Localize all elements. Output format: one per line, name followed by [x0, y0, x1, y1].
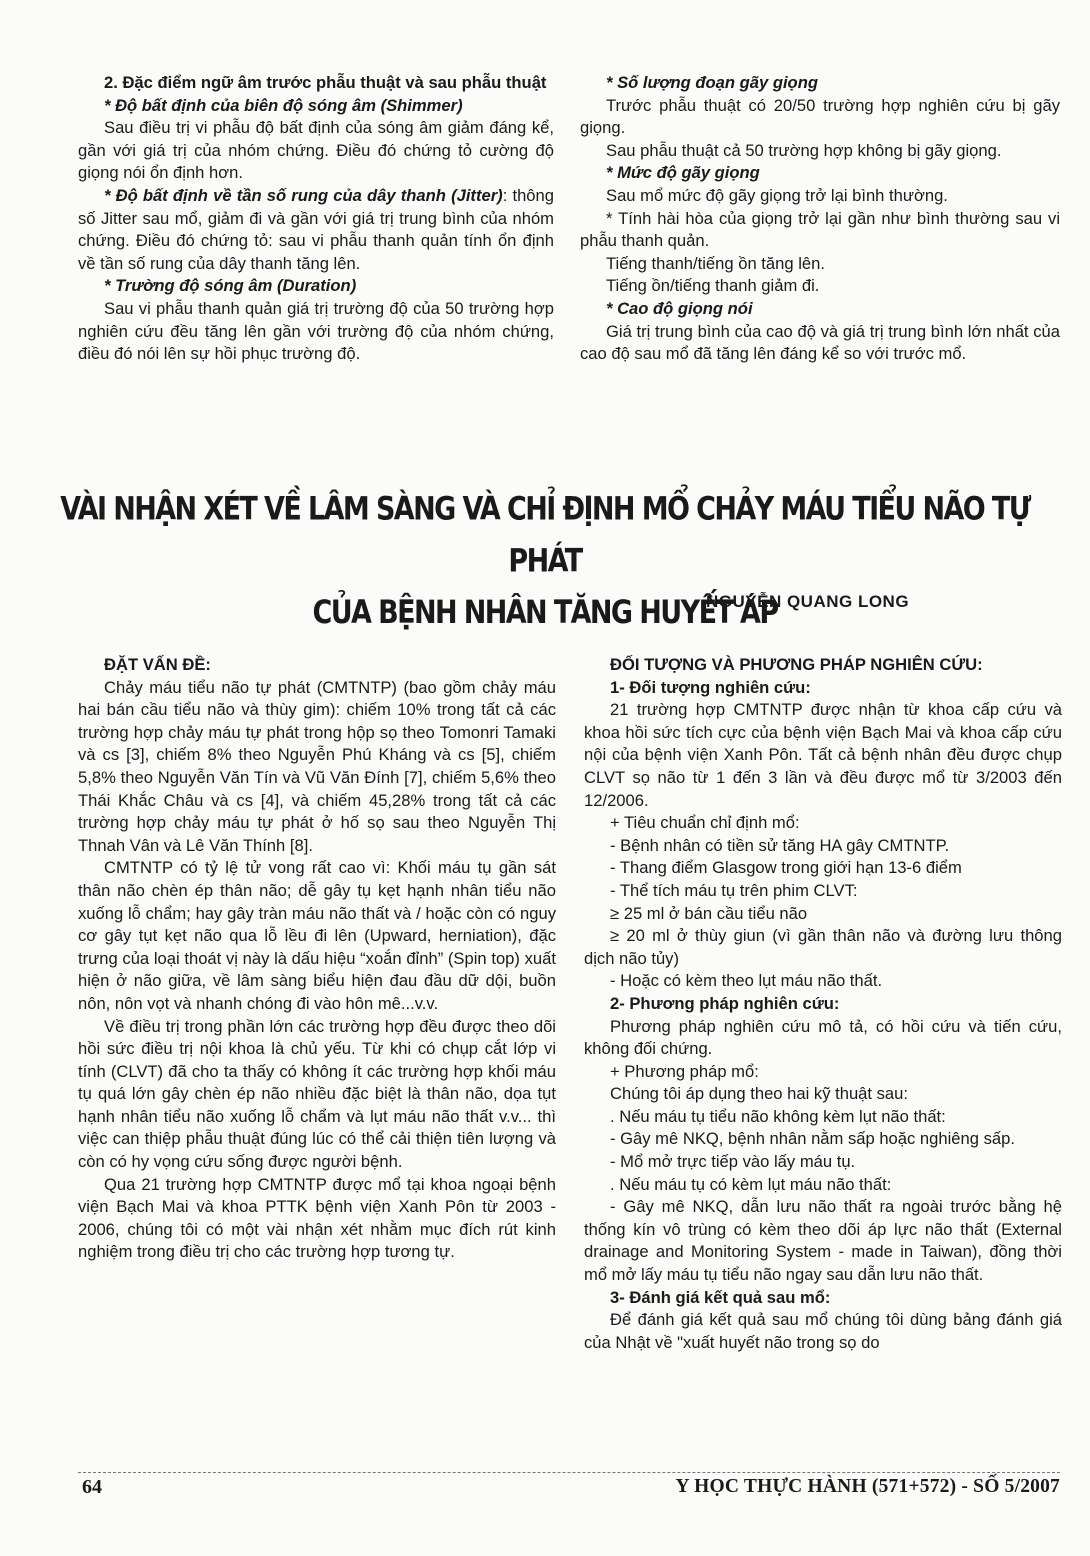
intro-p3: Về điều trị trong phần lớn các trường hợp đều được theo dõi hồi sức điều trị nội khoa là chủ yếu. Từ khi có chụp cắt lớp vi tính (CLVT) đã cho ta thấy có không ít các trường hợp khối máu tụ quá lớn gây chèn ép não nhiều đặc biệt là thân não, dọa tụt hạnh nhân tiểu não xuống lỗ chẩm và lụt máu não thất v.v... thì việc can thiệp phẫu thuật đúng lúc có thể cải thiện tiên lượng và còn có hy vọng cứu sống được người bệnh. [78, 1016, 556, 1172]
criteria-1: - Bệnh nhân có tiền sử tăng HA gây CMTNTP. [610, 835, 950, 855]
harmony-text: * Tính hài hòa của giọng trở lại gần như bình thường sau vi phẫu thanh quản. [580, 208, 1060, 251]
break-count-p2: Sau phẫu thuật cả 50 trường hợp không bị gãy giọng. [606, 140, 1002, 160]
methods-sub1: 1- Đối tượng nghiên cứu: [610, 677, 811, 697]
introduction-column [78, 654, 556, 1264]
method-5: . Nếu máu tụ có kèm lụt máu não thất: [610, 1174, 892, 1194]
duration-title: * Trường độ sóng âm (Duration) [104, 276, 357, 296]
criteria-6: - Hoặc có kèm theo lụt máu não thất. [610, 971, 883, 991]
criteria-4: ≥ 25 ml ở bán cầu tiểu não [610, 903, 808, 923]
method-1: Chúng tôi áp dụng theo hai kỹ thuật sau: [610, 1084, 908, 1104]
methods-sub3: 3- Đánh giá kết quả sau mổ: [610, 1287, 831, 1307]
method-2: . Nếu máu tụ tiểu não không kèm lụt não thất: [610, 1106, 946, 1126]
duration-text: Sau vi phẫu thanh quản giá trị trường độ của 50 trường hợp nghiên cứu đều tăng lên gần với trường độ của nhóm chứng, điều đó nói lên sự hồi phục trường độ. [78, 298, 554, 364]
footer-divider [78, 1472, 1060, 1473]
break-level-text: Sau mổ mức độ gãy giọng trở lại bình thường. [606, 185, 948, 205]
jitter-text: : thông số Jitter sau mổ, giảm đi và gần với giá trị trung bình của nhóm chứng. Điều đó chứng tỏ: sau vi phẫu thanh quản tính ổn định về tần số rung của dây thanh tăng lên. [78, 185, 554, 273]
methods-sub2: 2- Phương pháp nghiên cứu: [610, 993, 840, 1013]
pitch-text: Giá trị trung bình của cao độ và giá trị trung bình lớn nhất của cao độ sau mổ đã tăng lên đáng kể so với trước mổ. [580, 321, 1060, 364]
intro-heading: ĐẶT VẤN ĐỀ: [104, 655, 211, 674]
intro-p2: CMTNTP có tỷ lệ tử vong rất cao vì: Khối máu tụ gần sát thân não chèn ép thân não; dễ gây tụ kẹt hạnh nhân tiểu não xuống lỗ chẩm; hay gây tràn máu não thất và / hoặc còn có nguy cơ gây tụt kẹt não qua lỗ lều đi lên (Upward, herniation), đặc trưng của loại thoát vị này là dấu hiệu “xoắn đỉnh” (Spin top) xuất hiện ở não giữa, về lâm sàng biểu hiện đau đầu dữ dội, buồn nôn, nôn vọt và nhanh chóng đi vào hôn mê...v.v. [78, 858, 556, 1013]
article-title-line1: VÀI NHẬN XÉT VỀ LÂM SÀNG VÀ CHỈ ĐỊNH MỔ CHẢY MÁU TIỂU NÃO TỰ PHÁT [60, 491, 1030, 580]
break-level-title: * Mức độ gãy giọng [606, 163, 760, 183]
criteria-heading: + Tiêu chuẩn chỉ định mổ: [610, 813, 800, 833]
methods-heading: ĐỐI TƯỢNG VÀ PHƯƠNG PHÁP NGHIÊN CỨU: [610, 655, 983, 674]
harmony-p1: Tiếng thanh/tiếng ồn tăng lên. [606, 253, 825, 273]
methods-p2: Phương pháp nghiên cứu mô tả, có hồi cứu và tiến cứu, không đối chứng. [584, 1016, 1062, 1059]
methods-column [584, 654, 1062, 1354]
pitch-title: * Cao độ giọng nói [606, 298, 753, 318]
article-title-line2: CỦA BỆNH NHÂN TĂNG HUYẾT ÁP [312, 594, 778, 632]
intro-p1: Chảy máu tiểu não tự phát (CMTNTP) (bao gồm chảy máu hai bán cầu tiểu não và thùy gim): chiếm 10% trong tất cả các trường hợp chảy máu tự phát trong hộp sọ theo Tomonri Tamaki và cs [3], chiếm 8% theo Nguyễn Phú Kháng và cs [5], chiếm 5,8% theo Nguyễn Văn Tín và Vũ Văn Đính [7], chiếm 5,6% theo Thái Khắc Châu và cs [4], và chiếm 45,28% trong tất cả các trường hợp chảy máu tự phát ở hố sọ sau theo Nguyễn Thị Thnah Vân và Lê Văn Thính [8]. [78, 677, 556, 855]
page-number: 64 [82, 1476, 102, 1498]
top-left-column [78, 72, 554, 366]
section-heading-2: 2. Đặc điểm ngữ âm trước phẫu thuật và sau phẫu thuật [104, 73, 547, 92]
author-name: NGUYỄN QUANG LONG [706, 592, 910, 611]
method-6: - Gây mê NKQ, dẫn lưu não thất ra ngoài trước bằng hệ thống kín vô trùng có kèm theo dõi áp lực não thất (External drainage and Monitoring System - made in Taiwan), đồng thời mổ mở lấy máu tụ tiểu não ngay sau dẫn lưu não thất. [584, 1197, 1062, 1285]
method-4: - Mổ mở trực tiếp vào lấy máu tụ. [610, 1152, 856, 1172]
jitter-paragraph [78, 185, 554, 275]
shimmer-title: * Độ bất định của biên độ sóng âm (Shimmer) [104, 95, 463, 115]
shimmer-text: Sau điều trị vi phẫu độ bất định của sóng âm giảm đáng kể, gần với giá trị của nhóm chứng. Điều đó chứng tỏ cường độ giọng nói ổn định hơn. [78, 118, 554, 183]
methods-p3: Để đánh giá kết quả sau mổ chúng tôi dùng bảng đánh giá của Nhật về "xuất huyết não trong sọ do [584, 1310, 1062, 1352]
harmony-p2: Tiếng ồn/tiếng thanh giảm đi. [606, 276, 820, 296]
method-3: - Gây mê NKQ, bệnh nhân nằm sấp hoặc nghiêng sấp. [610, 1129, 1015, 1149]
method-heading: + Phương pháp mổ: [610, 1061, 759, 1081]
intro-p4: Qua 21 trường hợp CMTNTP được mổ tại khoa ngoại bệnh viện Bạch Mai và khoa PTTK bệnh viện Xanh Pôn từ 2003 - 2006, chúng tôi có một vài nhận xét nhằm mục đích rút kinh nghiệm trong điều trị cho các trường hợp tương tự. [78, 1174, 556, 1262]
criteria-3: - Thể tích máu tụ trên phim CLVT: [610, 880, 858, 900]
criteria-5: ≥ 20 ml ở thùy giun (vì gần thân não và đường lưu thông dịch não tủy) [584, 926, 1062, 968]
methods-p1: 21 trường hợp CMTNTP được nhận từ khoa cấp cứu và khoa hồi sức tích cực của bệnh viện Bạch Mai và khoa cấp cứu nội của bệnh viện Xanh Pôn. Tất cả bệnh nhân đều được chụp CLVT sọ não từ 1 đến 3 lần và đều được mổ từ 3/2003 đến 12/2006. [584, 700, 1062, 810]
top-right-column [580, 72, 1060, 366]
jitter-title: * Độ bất định về tần số rung của dây thanh (Jitter) [104, 185, 503, 205]
journal-name: Y HỌC THỰC HÀNH (571+572) - SỐ 5/2007 [675, 1476, 1060, 1497]
criteria-2: - Thang điểm Glasgow trong giới hạn 13-6 điểm [610, 858, 962, 878]
article-title [60, 484, 1030, 640]
break-count-title: * Số lượng đoạn gãy giọng [606, 73, 818, 92]
break-count-p1: Trước phẫu thuật có 20/50 trường hợp nghiên cứu bị gãy giọng. [580, 95, 1060, 138]
